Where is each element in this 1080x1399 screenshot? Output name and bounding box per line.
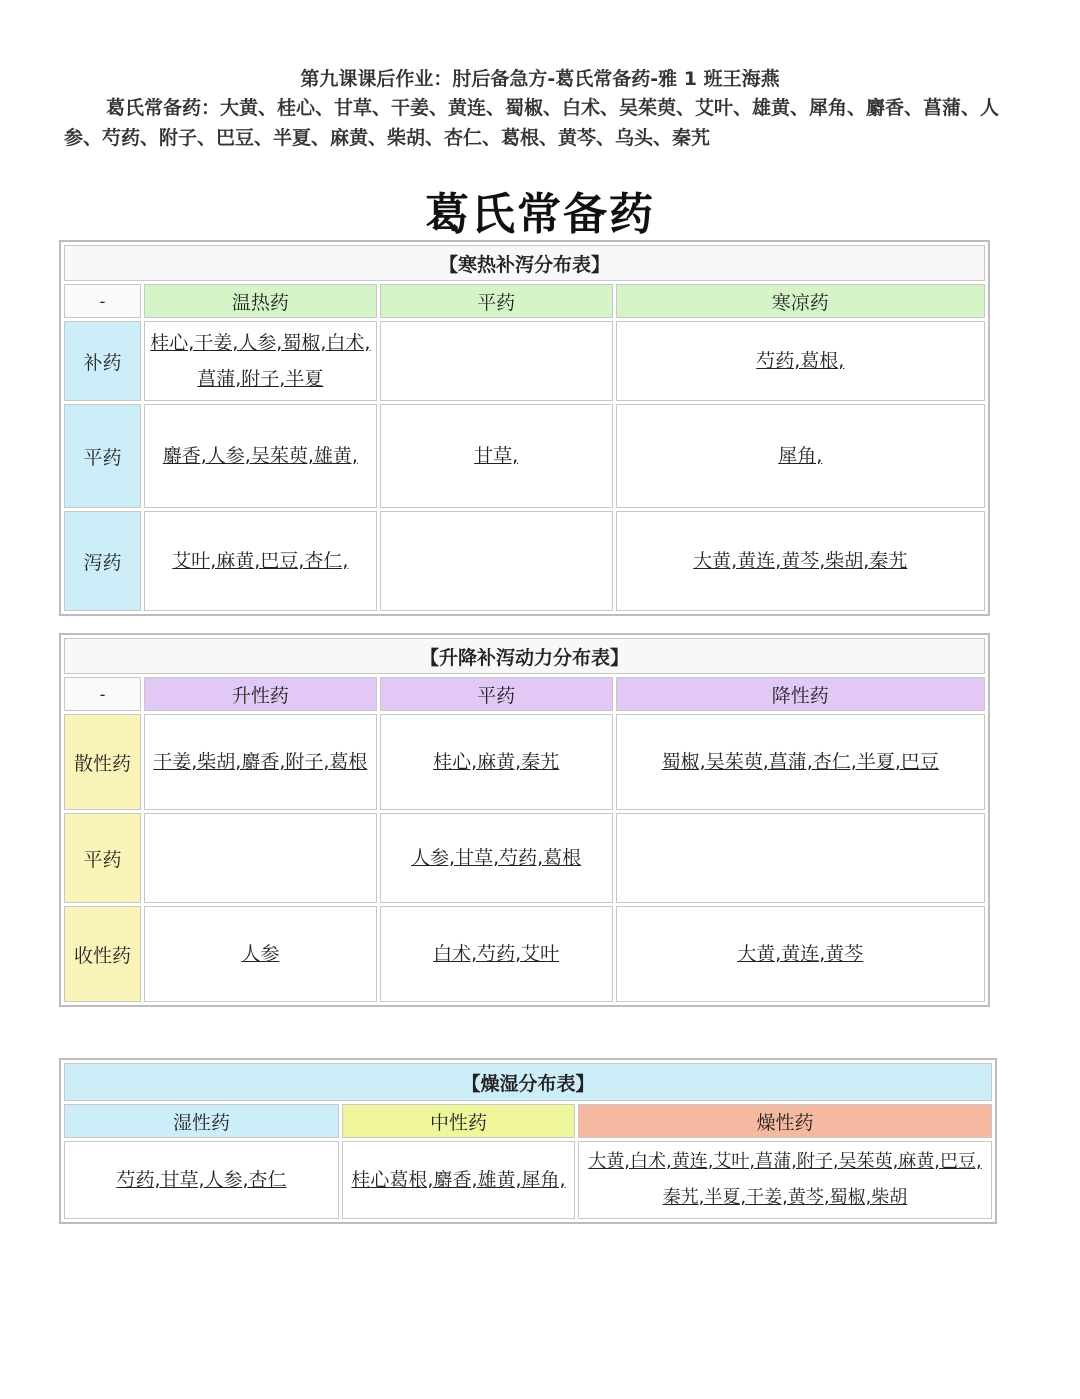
col-header-rise: 升性药 (144, 677, 377, 711)
table-cell: 人参,甘草,芍药,葛根 (380, 813, 613, 903)
table-cell: 犀角, (616, 404, 985, 508)
assignment-title: 第九课课后作业：肘后备急方-葛氏常备药-雅 1 班王海燕 (300, 68, 780, 90)
table-cell (380, 321, 613, 401)
page-title: 葛氏常备药 (425, 189, 655, 240)
col-header-wet: 湿性药 (64, 1104, 339, 1138)
table-cell (144, 813, 377, 903)
medicine-list: 葛氏常备药：大黄、桂心、甘草、干姜、黄连、蜀椒、白术、吴茱萸、艾叶、雄黄、犀角、麝香、菖蒲、人参、芍药、附子、巴豆、半夏、麻黄、柴胡、杏仁、葛根、黄芩、乌头、秦艽 (64, 97, 1000, 149)
table-cell (616, 813, 985, 903)
col-header-cold: 寒凉药 (616, 284, 985, 318)
table-rise-fall (59, 633, 990, 1007)
table-cell: 艾叶,麻黄,巴豆,杏仁, (144, 511, 377, 611)
table-cell: 甘草, (380, 404, 613, 508)
table-cell: 桂心葛根,麝香,雄黄,犀角, (342, 1141, 575, 1219)
col-header-fall: 降性药 (616, 677, 985, 711)
row-header: 泻药 (64, 511, 141, 611)
table-cell: 桂心,干姜,人参,蜀椒,白术,菖蒲,附子,半夏 (144, 321, 377, 401)
row-header: 平药 (64, 404, 141, 508)
table-cell: 芍药,葛根, (616, 321, 985, 401)
table-cell: 大黄,白术,黄连,艾叶,菖蒲,附子,吴茱萸,麻黄,巴豆,秦艽,半夏,干姜,黄芩,蜀椒,柴胡 (578, 1141, 992, 1219)
row-header: 平药 (64, 813, 141, 903)
col-header-neutral: 平药 (380, 677, 613, 711)
corner-cell: - (64, 284, 141, 318)
table-cell: 人参 (144, 906, 377, 1002)
table-caption: 【升降补泻动力分布表】 (64, 638, 985, 674)
col-header-neutral: 平药 (380, 284, 613, 318)
row-header: 散性药 (64, 714, 141, 810)
row-header: 补药 (64, 321, 141, 401)
table-cell (380, 511, 613, 611)
table-cell: 麝香,人参,吴茱萸,雄黄, (144, 404, 377, 508)
table-cell: 大黄,黄连,黄芩 (616, 906, 985, 1002)
table-cell: 大黄,黄连,黄芩,柴胡,秦艽 (616, 511, 985, 611)
table-dry-wet (59, 1058, 997, 1224)
col-header-warm: 温热药 (144, 284, 377, 318)
row-header: 收性药 (64, 906, 141, 1002)
col-header-neutral: 中性药 (342, 1104, 575, 1138)
table-caption: 【寒热补泻分布表】 (64, 245, 985, 281)
table-caption: 【燥湿分布表】 (64, 1063, 992, 1101)
table-cell: 芍药,甘草,人参,杏仁 (64, 1141, 339, 1219)
table-cell: 干姜,柴胡,麝香,附子,葛根 (144, 714, 377, 810)
table-cold-heat (59, 240, 990, 616)
table-cell: 白术,芍药,艾叶 (380, 906, 613, 1002)
col-header-dry: 燥性药 (578, 1104, 992, 1138)
corner-cell: - (64, 677, 141, 711)
table-cell: 蜀椒,吴茱萸,菖蒲,杏仁,半夏,巴豆 (616, 714, 985, 810)
table-cell: 桂心,麻黄,秦艽 (380, 714, 613, 810)
